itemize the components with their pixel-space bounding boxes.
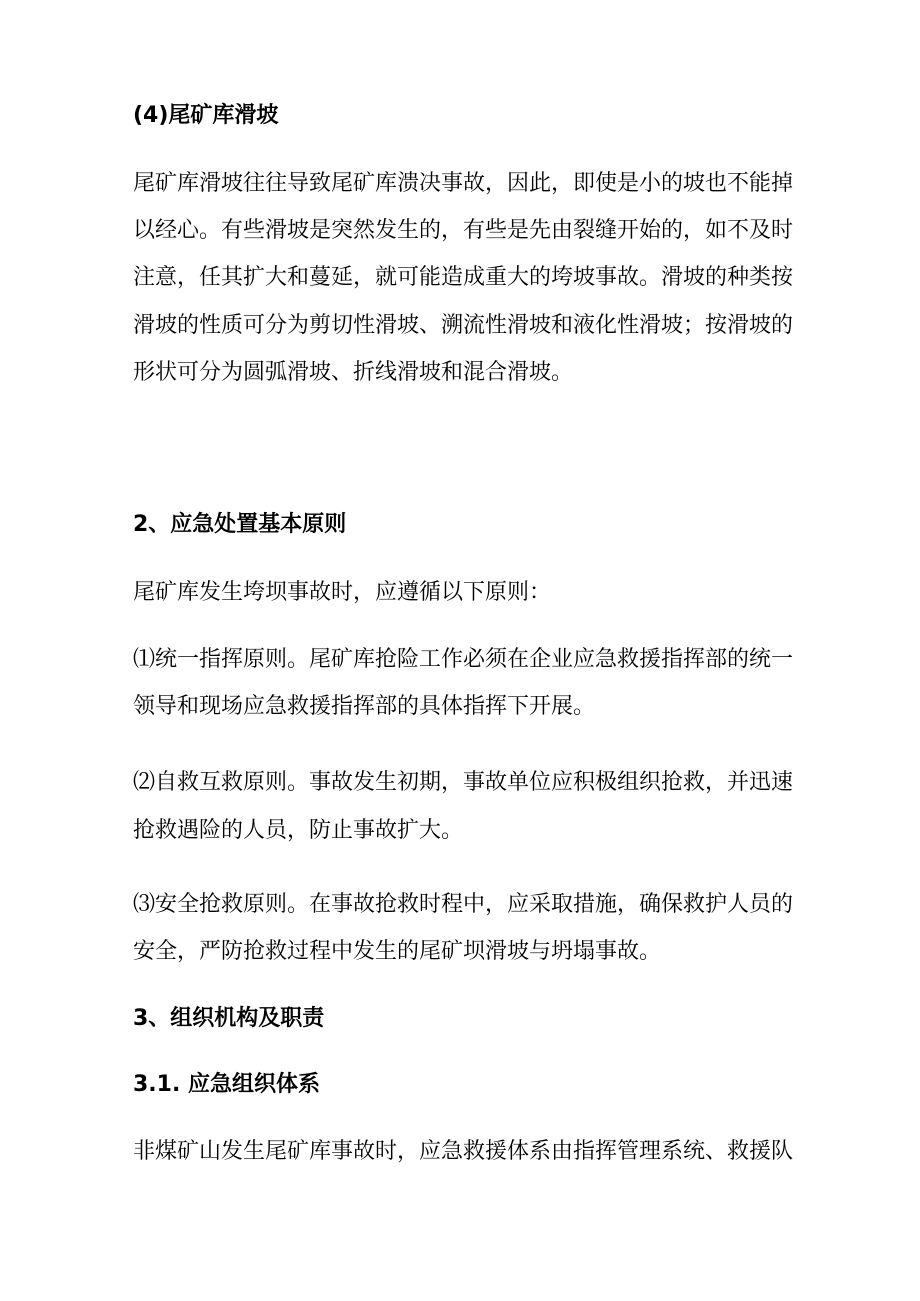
paragraph-line: 以经心。有些滑坡是突然发生的，有些是先由裂缝开始的，如不及时 xyxy=(133,218,793,243)
paragraph-line: 注意，任其扩大和蔓延，就可能造成重大的垮坡事故。滑坡的种类按 xyxy=(133,265,793,290)
paragraph-line: ⑴统一指挥原则。尾矿库抢险工作必须在企业应急救援指挥部的统一 xyxy=(133,647,793,672)
section-heading-organization: 3、组织机构及职责 xyxy=(133,1006,325,1031)
section-heading-tailings-landslide: (4)尾矿库滑坡 xyxy=(133,103,279,128)
paragraph-last-line: 非煤矿山发生尾矿库事故时，应急救援体系由指挥管理系统、救援队 xyxy=(133,1139,793,1164)
paragraph-line: ⑶安全抢救原则。在事故抢救时程中，应采取措施，确保救护人员的 xyxy=(133,892,793,917)
paragraph-line: ⑵自救互救原则。事故发生初期，事故单位应积极组织抢救，并迅速 xyxy=(133,770,793,795)
paragraph-line: 抢救遇险的人员，防止事故扩大。 xyxy=(133,818,464,843)
paragraph-line: 安全，严防抢救过程中发生的尾矿坝滑坡与坍塌事故。 xyxy=(133,939,662,964)
subsection-heading-emergency-system: 3.1. 应急组织体系 xyxy=(133,1072,320,1097)
paragraph-line: 领导和现场应急救援指挥部的具体指挥下开展。 xyxy=(133,694,596,719)
paragraph-principles-intro: 尾矿库发生垮坝事故时，应遵循以下原则： xyxy=(133,580,552,605)
paragraph-line: 滑坡的性质可分为剪切性滑坡、溯流性滑坡和液化性滑坡；按滑坡的 xyxy=(133,313,793,338)
paragraph-line: 形状可分为圆弧滑坡、折线滑坡和混合滑坡。 xyxy=(133,360,574,385)
paragraph-line: 尾矿库滑坡往往导致尾矿库溃决事故，因此，即使是小的坡也不能掉 xyxy=(133,171,793,196)
section-heading-emergency-principles: 2、应急处置基本原则 xyxy=(133,512,347,537)
